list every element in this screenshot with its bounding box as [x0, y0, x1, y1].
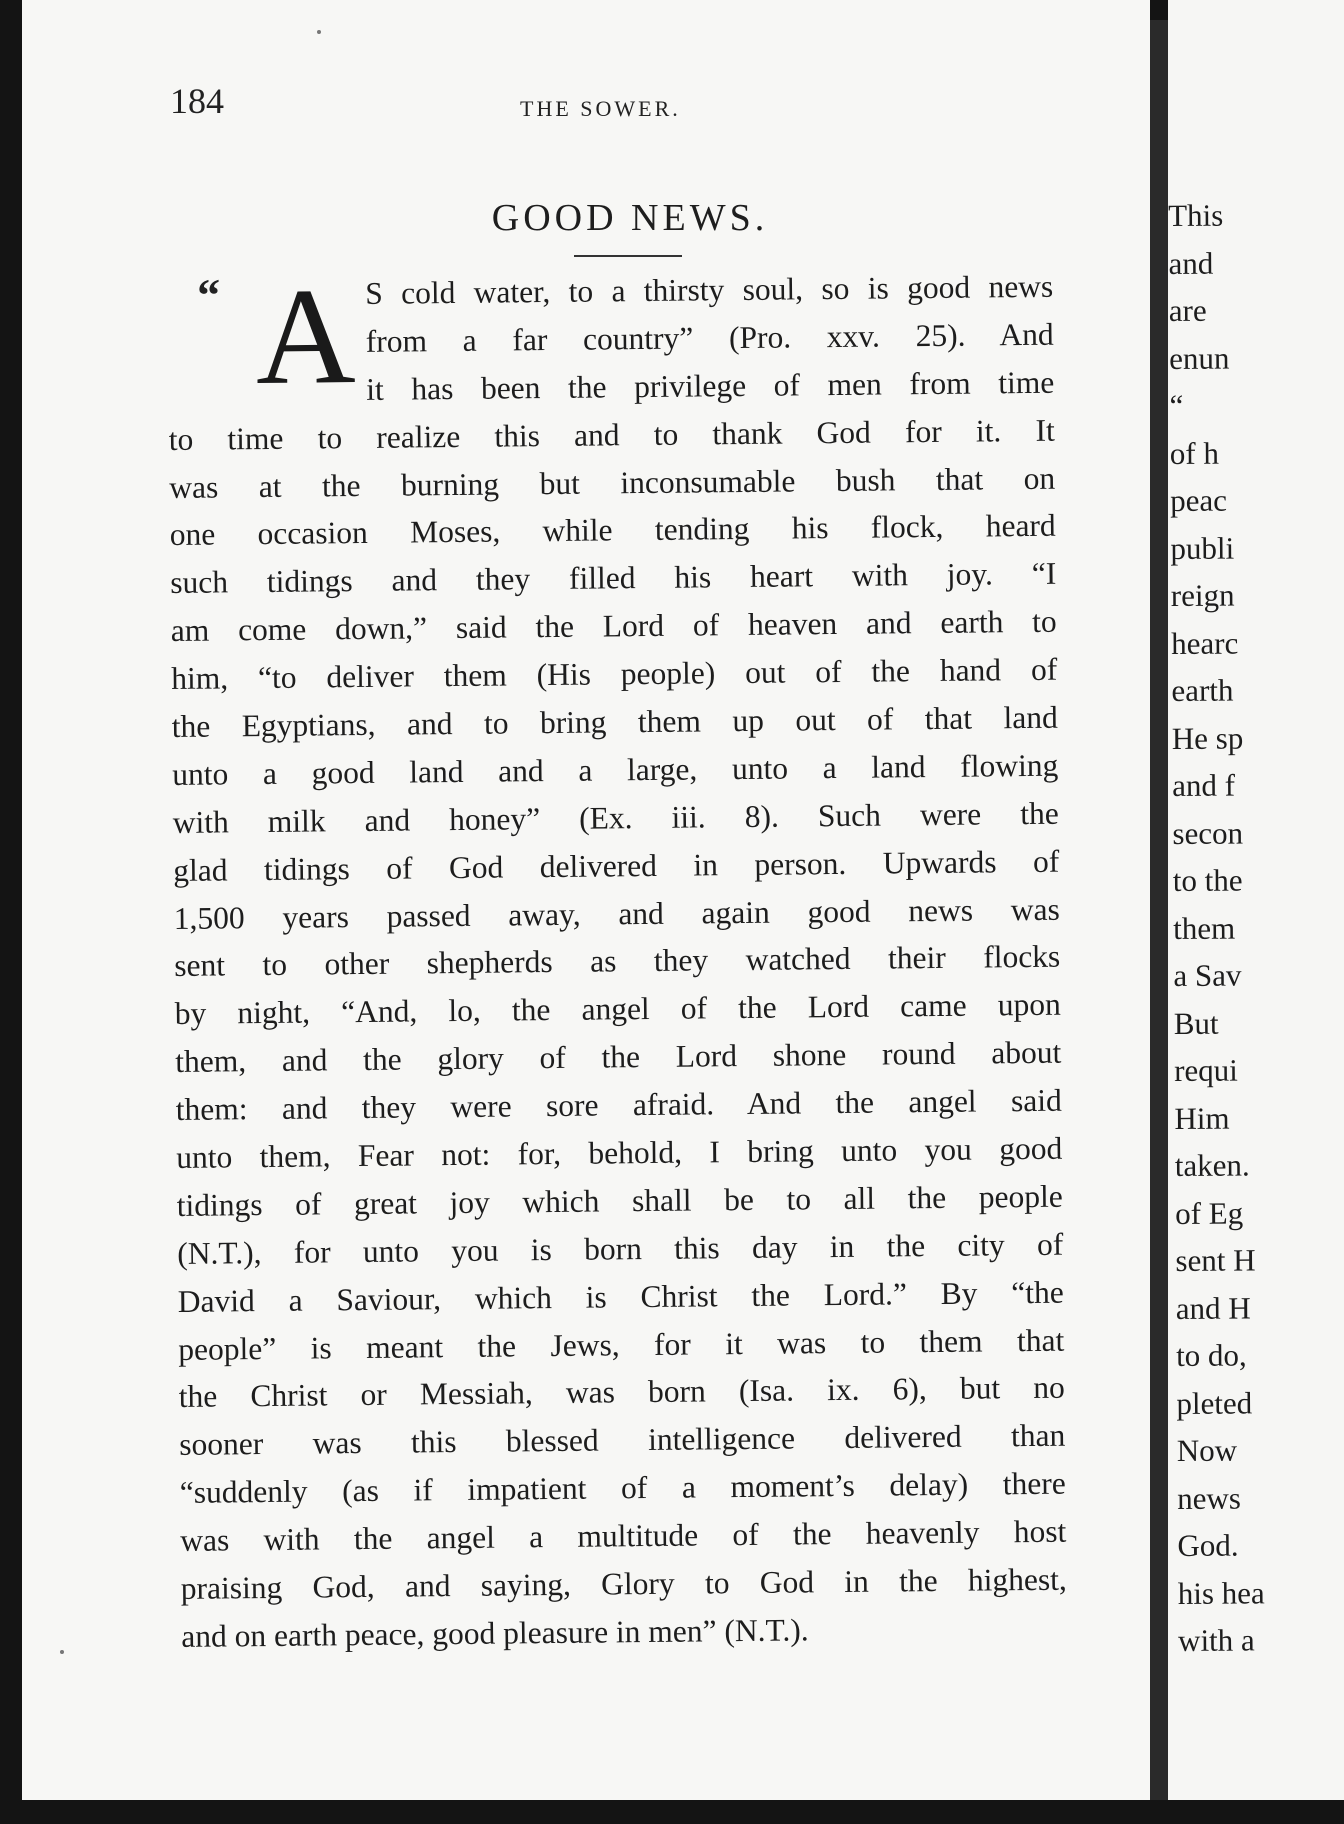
text-line: to the [1172, 862, 1243, 898]
left-page [22, 0, 1150, 1800]
text-line: his hea [1177, 1574, 1265, 1611]
text-line: (N.T.), for unto you is born this day in the city of [177, 1226, 1064, 1271]
text-line: a Sav [1173, 957, 1242, 993]
text-line: and on earth peace, good pleasure in men” (N.T.). [181, 1612, 809, 1654]
book-gutter [1150, 20, 1168, 1800]
right-page-text [1168, 191, 1344, 1665]
text-line: of h [1169, 435, 1220, 471]
text-line: him, “to deliver them (His people) out of the hand of [171, 651, 1058, 697]
running-title: THE SOWER. [520, 96, 681, 121]
text-line: and f [1172, 767, 1236, 803]
text-line: such tidings and they filled his heart with joy. “I [170, 556, 1057, 601]
text-line: hearc [1171, 625, 1239, 661]
title-rule [574, 255, 682, 257]
scan-speck [317, 30, 321, 34]
text-line: news [1176, 1480, 1241, 1516]
text-line: of Eg [1175, 1195, 1244, 1231]
article-title: GOOD NEWS. [491, 197, 769, 239]
text-line: taken. [1174, 1147, 1250, 1183]
text-line: requi [1174, 1052, 1238, 1088]
text-line: sent to other shepherds as they watched their flocks [174, 939, 1061, 984]
text-line: pleted [1176, 1384, 1253, 1421]
text-line: one occasion Moses, while tending his flock, heard [169, 508, 1056, 553]
text-line: unto a good land and a large, unto a land flowing [172, 747, 1059, 792]
drop-cap-lines [365, 263, 1054, 414]
text-line: them [1173, 910, 1236, 946]
article-body [167, 259, 1067, 1661]
text-line: was at the burning but inconsumable bush that on [169, 460, 1056, 505]
text-line: secon [1172, 814, 1244, 851]
running-head [170, 80, 1090, 140]
text-line: sooner was this blessed intelligence delivered than [179, 1418, 1066, 1463]
text-line: them: and they were sore afraid. And the angel said [175, 1082, 1062, 1128]
scan-speck [60, 1650, 64, 1654]
text-line: enun [1169, 340, 1230, 376]
text-line: God. [1177, 1527, 1239, 1563]
text-line: Him [1174, 1100, 1230, 1136]
text-line: “suddenly (as if impatient of a moment’s delay) there [179, 1465, 1066, 1511]
text-line: But [1173, 1005, 1219, 1041]
right-page [1168, 0, 1344, 1800]
text-line: “ [1169, 387, 1184, 423]
text-line: S cold water, to a thirsty soul, so is good news [365, 268, 1054, 311]
text-line: the Egyptians, and to bring them up out of that land [171, 699, 1058, 744]
text-line: 1,500 years passed away, and again good news was [173, 891, 1060, 936]
text-line: it has been the privilege of men from time [366, 364, 1055, 407]
text-line: peac [1170, 482, 1228, 518]
text-line: publi [1170, 530, 1235, 566]
body-lines [169, 406, 1068, 1660]
text-line: earth [1171, 672, 1234, 708]
text-line: praising God, and saying, Glory to God in the highest, [180, 1561, 1067, 1606]
text-line: people” is meant the Jews, for it was to them that [178, 1322, 1065, 1367]
text-line: to time to realize this and to thank God for it. It [168, 412, 1055, 457]
text-line: reign [1170, 577, 1235, 613]
text-line: and H [1175, 1289, 1251, 1326]
text-line: with milk and honey” (Ex. iii. 8). Such were the [172, 795, 1059, 840]
text-line: am come down,” said the Lord of heaven and earth to [170, 603, 1057, 649]
text-line: with a [1177, 1622, 1255, 1658]
text-line: was with the angel a multitude of the heavenly host [180, 1513, 1067, 1559]
text-line: are [1168, 292, 1207, 328]
page-number: 184 [170, 81, 224, 121]
text-line: He sp [1171, 719, 1244, 756]
text-line: them, and the glory of the Lord shone round about [175, 1034, 1062, 1080]
text-line: Now [1176, 1432, 1238, 1468]
text-line: to do, [1176, 1337, 1247, 1373]
text-line: David a Saviour, which is Christ the Lord.” By “the [177, 1274, 1064, 1319]
drop-cap: A [254, 259, 357, 414]
text-line: glad tidings of God delivered in person. Upwards of [173, 843, 1060, 888]
text-line: by night, “And, lo, the angel of the Lord came upon [174, 987, 1061, 1032]
text-line: the Christ or Messiah, was born (Isa. ix. 6), but no [178, 1370, 1065, 1415]
text-line: This [1168, 197, 1224, 233]
text-line: tidings of great joy which shall be to all the people [176, 1178, 1063, 1223]
text-line: from a far country” (Pro. xxv. 25). And [365, 316, 1054, 359]
opening-quote-mark: “ [196, 269, 221, 321]
text-line: and [1168, 245, 1214, 281]
text-line: unto them, Fear not: for, behold, I bring unto you good [176, 1130, 1063, 1175]
text-line: sent H [1175, 1242, 1256, 1278]
